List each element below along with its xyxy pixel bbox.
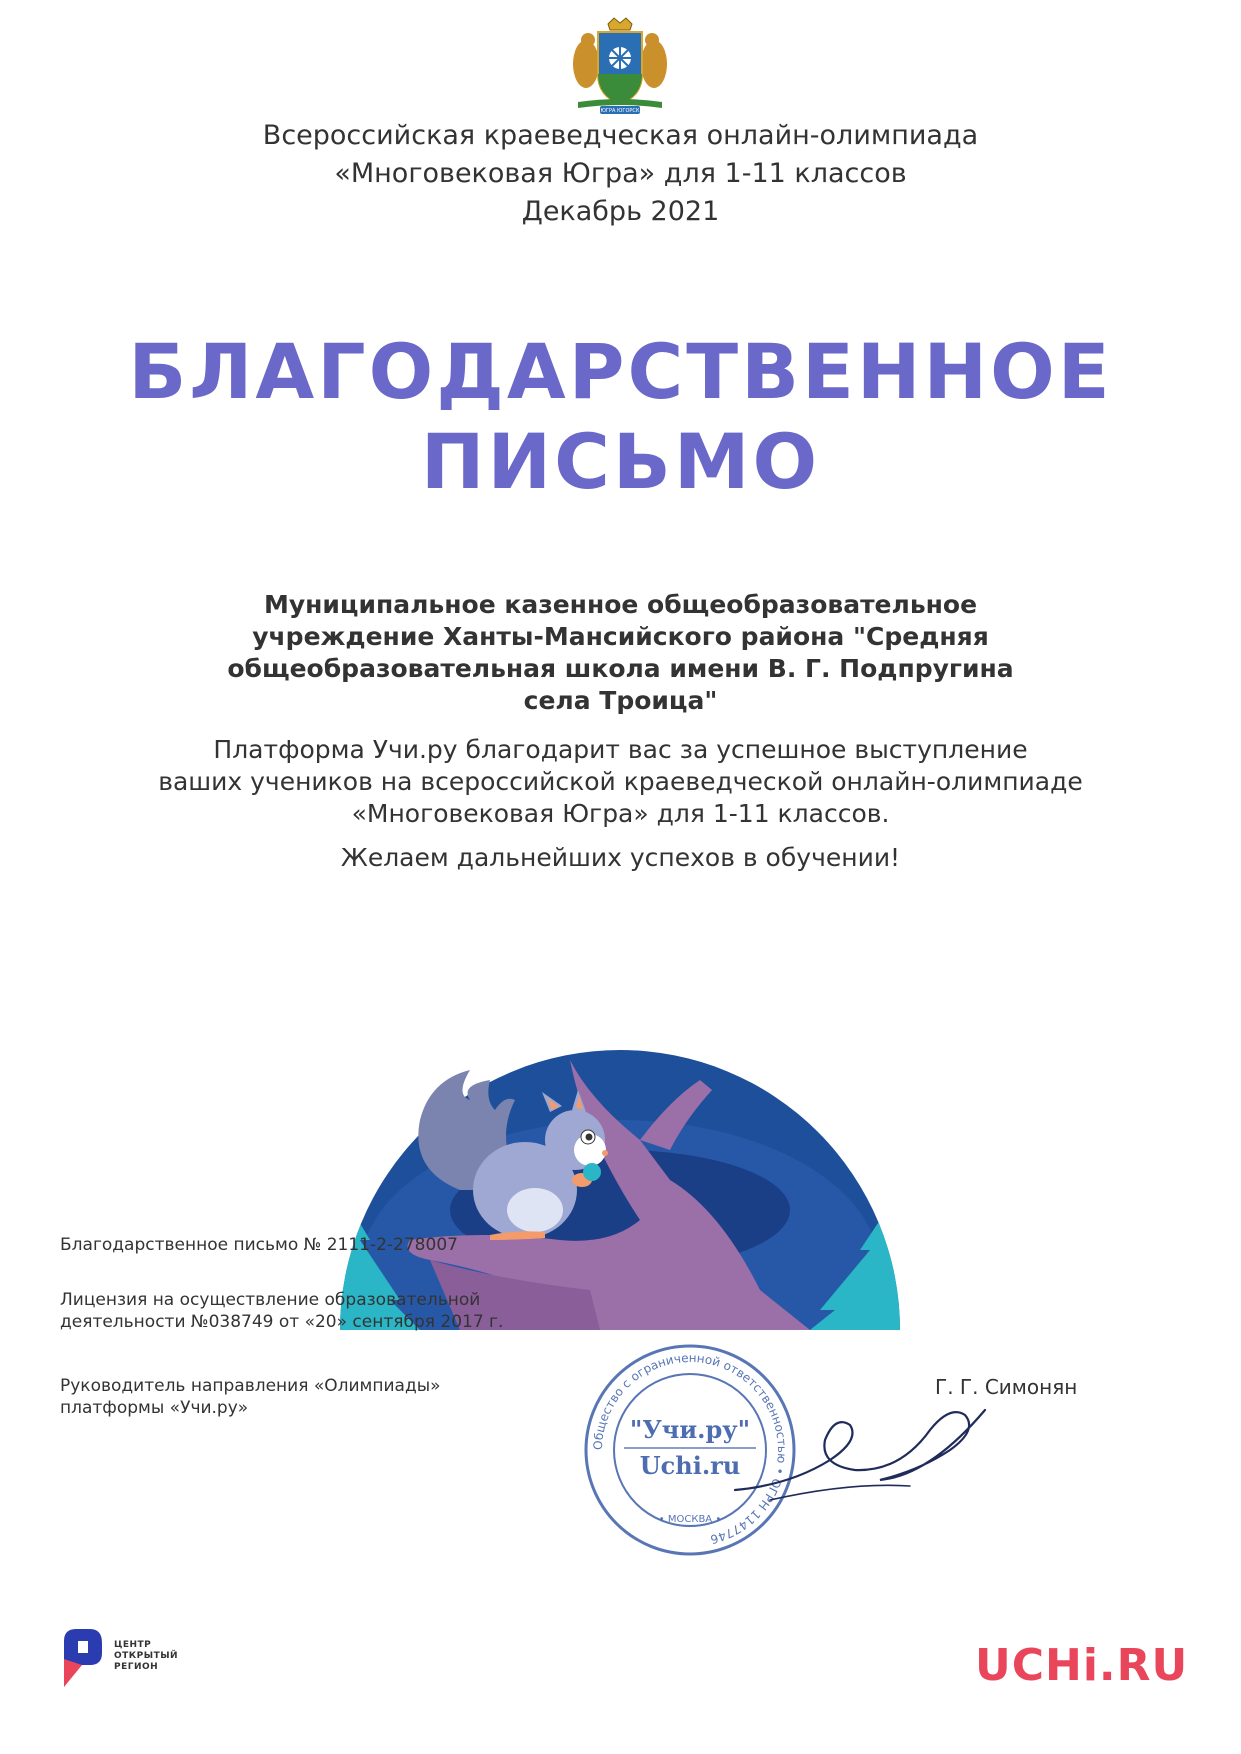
coat-of-arms-emblem — [568, 16, 672, 116]
message-line1: Платформа Учи.ру благодарит вас за успешное выступление — [213, 735, 1028, 764]
open-region-mark-icon — [60, 1625, 104, 1687]
open-region-line1: ЦЕНТР — [114, 1639, 152, 1650]
license-line1: Лицензия на осуществление образовательной — [60, 1290, 481, 1310]
document-title-line1: БЛАГОДАРСТВЕННОЕ — [128, 327, 1113, 416]
message-wish: Желаем дальнейших успехов в обучении! — [340, 843, 901, 872]
handwritten-signature — [730, 1390, 990, 1520]
recipient-line4: села Троица" — [523, 686, 718, 715]
recipient-line3: общеобразовательная школа имени В. Г. Подпругина — [227, 654, 1014, 683]
olympiad-date: Декабрь 2021 — [521, 196, 720, 227]
message-line3: «Многовековая Югра» для 1-11 классов. — [351, 799, 890, 828]
signer-name: Г. Г. Симонян — [935, 1375, 1078, 1399]
uchi-ru-logo: UCHi.RU — [975, 1640, 1189, 1691]
recipient-line2: учреждение Ханты-Мансийского района "Средняя — [252, 622, 989, 651]
stamp-city: • МОСКВА • — [658, 1514, 722, 1525]
head-title-line1: Руководитель направления «Олимпиады» — [60, 1376, 441, 1396]
message-line2: ваших учеников на всероссийской краеведческой онлайн-олимпиаде — [158, 767, 1083, 796]
stamp-ring-text: Общество с ограниченной ответственностью • ОГРН 1147746 — [590, 1350, 790, 1547]
open-region-center-logo — [60, 1625, 178, 1687]
head-title-line2: платформы «Учи.ру» — [60, 1398, 249, 1418]
open-region-line3: РЕГИОН — [114, 1661, 159, 1672]
olympiad-name-line1: Всероссийская краеведческая онлайн-олимпиада — [262, 120, 979, 151]
recipient-line1: Муниципальное казенное общеобразовательное — [263, 590, 978, 619]
squirrel-illustration — [340, 1040, 900, 1330]
license-line2: деятельности №038749 от «20» сентября 2017 г. — [60, 1312, 504, 1332]
stamp-name-en: Uchi.ru — [639, 1451, 741, 1480]
document-title-line2: ПИСЬМО — [420, 417, 821, 506]
open-region-line2: ОТКРЫТЫЙ — [114, 1650, 179, 1661]
olympiad-name-line2: «Многовековая Югра» для 1-11 классов — [334, 158, 907, 189]
emblem-banner-text: ЮГРА ЮГОРСК — [600, 108, 640, 114]
stamp-name-ru: "Учи.ру" — [629, 1415, 751, 1444]
letter-number: Благодарственное письмо № 2111-2-278007 — [60, 1235, 458, 1255]
